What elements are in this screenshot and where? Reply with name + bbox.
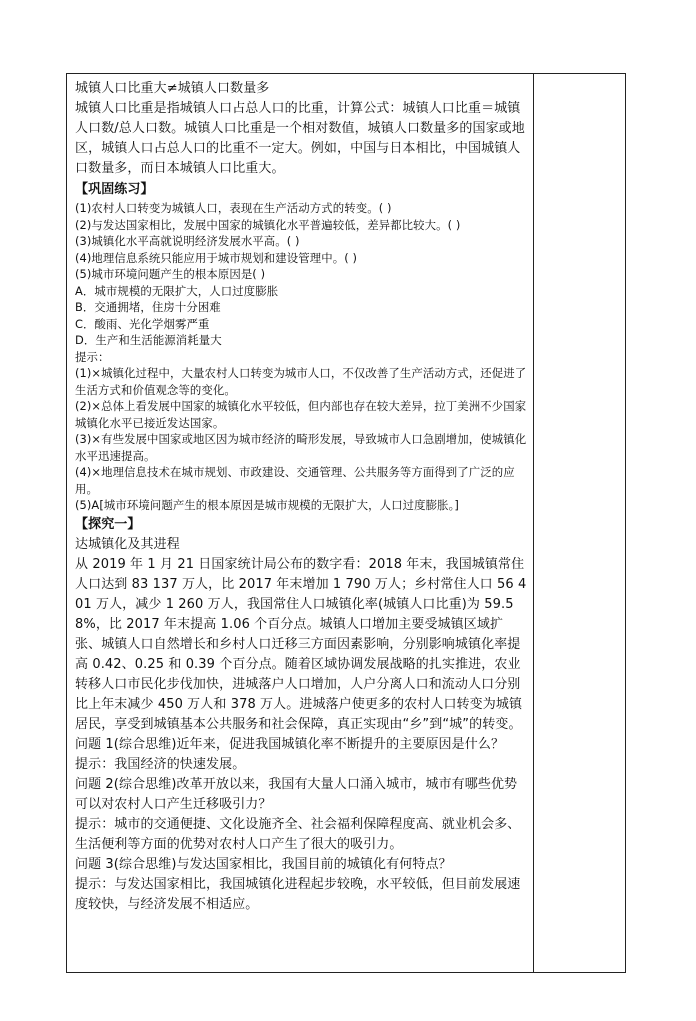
explore-subtitle: 达城镇化及其进程 [75,536,180,552]
answer-1: (1)×城镇化过程中，大量农村人口转变为城市人口，不仅改善了生产活动方式，还促进了生活方式和价值观念等的变化。 [75,366,527,397]
explore-heading: 【探究一】 [75,516,141,532]
explore-hint-1: 提示：我国经济的快速发展。 [75,756,246,772]
practice-question-2: (2)与发达国家相比，发展中国家的城镇化水平普遍较低，差异都比较大。( ) [75,217,461,232]
explore-passage: 从 2019 年 1 月 21 日国家统计局公布的数字看：2018 年末，我国城镇常住人口达到 83 137 万人，比 2017 年末增加 1 790 万人；乡村常住人口 56 401 万人，减少 1 260 万人，我国常住人口城镇化率(城镇人口比重)为 59.58%，比 2017 年末提高 1.06 个百分点。城镇人口增加主要受城镇区域扩张、城镇人口自然增长和乡村人口迁移三方面因素影响，分别影响城镇化率提高 0.42、0.25 和 0.39 个百分点。随着区域协调发展战略的扎实推进，农业转移人口市民化步伐加快，进城落户人口增加，人户分离人口和流动人口分别比上年末减少 450 万人和 378 万人。进城落户使更多的农村人口转变为城镇居民，享受到城镇基本公共服务和社会保障，真正实现由“乡”到“城”的转变。 [75,556,527,732]
practice-heading: 【巩固练习】 [75,182,154,197]
option-a: A．城市规模的无限扩大，人口过度膨胀 [75,283,279,298]
option-c: C．酸雨、光化学烟雾严重 [75,316,210,331]
answer-3: (3)×有些发展中国家或地区因为城市经济的畸形发展，导致城市人口急剧增加，使城镇化水平迅速提高。 [75,432,527,463]
explore-question-2: 问题 2(综合思维)改革开放以来，我国有大量人口涌入城市，城市有哪些优势可以对农村人口产生迁移吸引力？ [75,776,518,812]
explore-question-3: 问题 3(综合思维)与发达国家相比，我国目前的城镇化有何特点？ [75,856,452,872]
answer-5: (5)A[城市环境问题产生的根本原因是城市规模的无限扩大，人口过度膨胀。] [75,498,459,512]
answer-2: (2)×总体上看发展中国家的城镇化水平较低，但内部也存在较大差异，拉丁美洲不少国家城镇化水平已接近发达国家。 [75,399,527,430]
document-table [66,73,626,973]
explore-hint-2: 提示：城市的交通便捷、文化设施齐全、社会福利保障程度高、就业机会多、生活便利等方面的优势对农村人口产生了很大的吸引力。 [75,816,521,852]
section-title: 城镇人口比重大≠城镇人口数量多 [75,81,270,96]
main-cell [75,79,527,915]
practice-question-3: (3)城镇化水平高就说明经济发展水平高。( ) [75,234,300,248]
column-divider [533,74,534,972]
explore-question-1: 问题 1(综合思维)近年来，促进我国城镇化率不断提升的主要原因是什么？ [75,736,505,752]
practice-question-4: (4)地理信息系统只能应用于城市规划和建设管理中。( ) [75,250,358,265]
practice-question-1: (1)农村人口转变为城镇人口，表现在生产活动方式的转变。( ) [75,201,392,215]
option-d: D．生产和生活能源消耗量大 [75,333,222,347]
hint-label: 提示： [75,349,110,364]
definition-paragraph: 城镇人口比重是指城镇人口占总人口的比重，计算公式：城镇人口比重＝城镇人口数/总人口数。城镇人口比重是一个相对数值，城镇人口数量多的国家或地区，城镇人口占总人口的比重不一定大。例如，中国与日本相比，中国城镇人口数量多，而日本城镇人口比重大。 [75,101,525,176]
explore-hint-3: 提示：与发达国家相比，我国城镇化进程起步较晚，水平较低，但目前发展速度较快，与经济发展不相适应。 [75,876,521,912]
answer-4: (4)×地理信息技术在城市规划、市政建设、交通管理、公共服务等方面得到了广泛的应用。 [75,465,515,496]
option-b: B．交通拥堵，住房十分困难 [75,300,221,314]
practice-question-5: (5)城市环境问题产生的根本原因是( ) [75,267,266,281]
